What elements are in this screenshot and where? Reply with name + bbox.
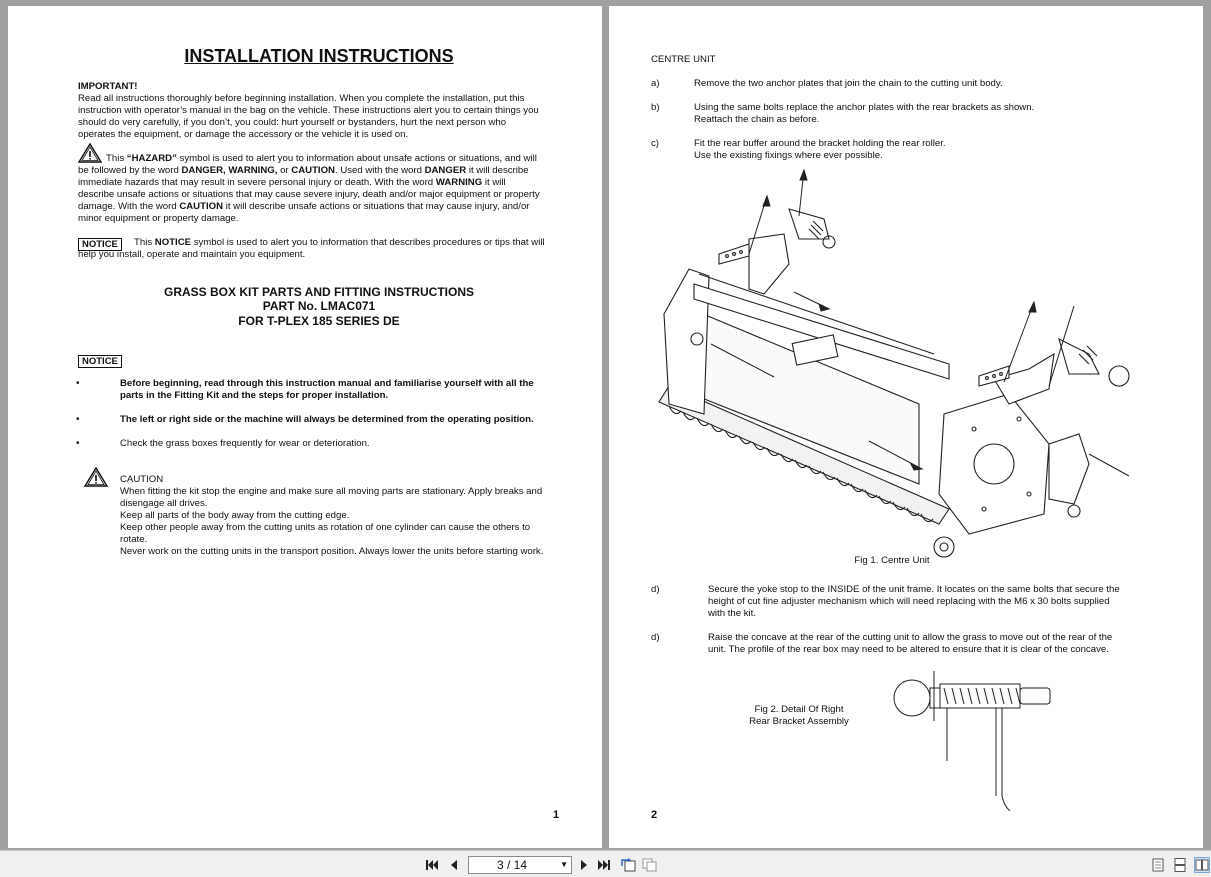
last-page-icon[interactable]: [596, 857, 612, 873]
hazard-line-5: damage. With the word CAUTION it will describe unsafe actions or situations that may cause injury, and/or: [78, 201, 530, 212]
bullet-1-line-2: parts in the Fitting Kit and the steps for proper installation.: [120, 390, 389, 401]
bullet-3-line-1: Check the grass boxes frequently for wear or deterioration.: [120, 438, 370, 449]
kit-heading-1: GRASS BOX KIT PARTS AND FITTING INSTRUCTIONS: [163, 285, 474, 299]
page-2: [609, 6, 1203, 848]
important-line-4: operates the equipment, or damage the accessory or the vehicle it is used on.: [78, 129, 409, 140]
caution-label: CAUTION: [120, 474, 164, 485]
important-line-3: should do very carefully, if you don’t, you could: hurt yourself or bystanders, hurt the next person who: [78, 117, 507, 128]
notice-badge: NOTICE: [78, 234, 122, 252]
hazard-line-2: be followed by the word DANGER, WARNING, or CAUTION. Used with the word DANGER it will describe: [78, 165, 529, 176]
step-d1-line-2: height of cut fine adjuster mechanism which will need replacing with the M6 x 30 bolts supplied: [708, 596, 1110, 607]
kit-heading-3: FOR T-PLEX 185 SERIES DE: [238, 314, 400, 328]
centre-unit-figure: [649, 164, 1139, 559]
step-b-label: b): [651, 102, 660, 113]
caution-warning-icon: [84, 467, 108, 487]
page-number-value: 3 / 14: [496, 858, 528, 872]
prev-page-icon[interactable]: [446, 857, 462, 873]
bullet-2-line-1: The left or right side or the machine will always be determined from the operating position.: [120, 414, 534, 425]
caution-line-2: disengage all drives.: [120, 498, 208, 509]
section-title: CENTRE UNIT: [651, 54, 716, 65]
first-page-icon[interactable]: [424, 857, 440, 873]
hazard-line-1: This “HAZARD” symbol is used to alert you to information about unsafe actions or situations, and will: [106, 153, 537, 164]
next-page-icon[interactable]: [576, 857, 592, 873]
step-c-label: c): [651, 138, 659, 149]
two-page-view-icon[interactable]: [1194, 857, 1210, 873]
notice-line-2: help you install, operate and maintain you equipment.: [78, 249, 306, 260]
step-b-line-2: Reattach the chain as before.: [694, 114, 820, 125]
step-d2-label: d): [651, 632, 660, 643]
kit-heading-2: PART No. LMAC071: [262, 299, 376, 313]
fig2-caption-line-1: Fig 2. Detail Of Right: [754, 704, 844, 715]
step-b-line-1: Using the same bolts replace the anchor plates with the rear brackets as shown.: [694, 102, 1035, 113]
hazard-line-6: minor equipment or property damage.: [78, 213, 239, 224]
bullet-1-marker: •: [76, 378, 80, 389]
page-title: INSTALLATION INSTRUCTIONS: [184, 46, 454, 66]
step-a-label: a): [651, 78, 660, 89]
step-d1-label: d): [651, 584, 660, 595]
caution-line-5: rotate.: [120, 534, 148, 545]
bullet-3-marker: •: [76, 438, 80, 449]
page-number-1: 1: [553, 809, 560, 821]
notice-badge-2: NOTICE: [78, 351, 122, 369]
step-d1-line-3: with the kit.: [708, 608, 756, 619]
caution-line-4: Keep other people away from the cutting units as rotation of one cylinder can cause the others to: [120, 522, 531, 533]
single-page-view-icon[interactable]: [1150, 857, 1166, 873]
viewer-toolbar: [0, 850, 1211, 877]
continuous-view-icon[interactable]: [1172, 857, 1188, 873]
caution-line-1: When fitting the kit stop the engine and make sure all moving parts are stationary. Apply breaks and: [120, 486, 543, 497]
page-number-input[interactable]: [468, 856, 572, 874]
page-1: [8, 6, 602, 848]
hazard-line-4: describe unsafe actions or situations that may cause severe injury, death and/or major equipment or property: [78, 189, 540, 200]
chevron-down-icon[interactable]: ▼: [560, 860, 568, 869]
notice-line-1: This NOTICE symbol is used to alert you to information that describes procedures or tips that will: [134, 237, 545, 248]
rotate-icon[interactable]: [620, 857, 636, 873]
page-number-2: 2: [651, 809, 658, 821]
step-c-line-2: Use the existing fixings where ever possible.: [694, 150, 883, 161]
step-d2-line-2: unit. The profile of the rear box may need to be altered to ensure that it is clear of the concave.: [708, 644, 1109, 655]
important-line-1: Read all instructions thoroughly before beginning installation. When you complete the installation, put this: [78, 93, 525, 104]
step-a-line-1: Remove the two anchor plates that join the chain to the cutting unit body.: [694, 78, 1003, 89]
step-d2-line-1: Raise the concave at the rear of the cutting unit to allow the grass to move out of the rear of the: [708, 632, 1113, 643]
bullet-1-line-1: Before beginning, read through this instruction manual and familiarise yourself with all the: [120, 378, 534, 389]
caution-line-3: Keep all parts of the body away from the cutting edge.: [120, 510, 350, 521]
fig1-caption: Fig 1. Centre Unit: [854, 555, 930, 566]
caution-line-6: Never work on the cutting units in the transport position. Always lower the units before starting work.: [120, 546, 544, 557]
important-line-2: instruction with operator’s manual in the bag on the vehicle. These instructions alert you to certain things you: [78, 105, 539, 116]
step-c-line-1: Fit the rear buffer around the bracket holding the rear roller.: [694, 138, 946, 149]
fig2-caption-line-2: Rear Bracket Assembly: [749, 716, 849, 727]
hazard-warning-icon: [78, 143, 102, 163]
hazard-line-3: immediate hazards that may result in severe personal injury or death. With the word WARNING it will: [78, 177, 506, 188]
rear-bracket-figure: [892, 666, 1057, 811]
copy-icon[interactable]: [642, 857, 658, 873]
bullet-2-marker: •: [76, 414, 80, 425]
important-label: IMPORTANT!: [78, 81, 138, 92]
step-d1-line-1: Secure the yoke stop to the INSIDE of the unit frame. It locates on the same bolts that secure the: [708, 584, 1120, 595]
